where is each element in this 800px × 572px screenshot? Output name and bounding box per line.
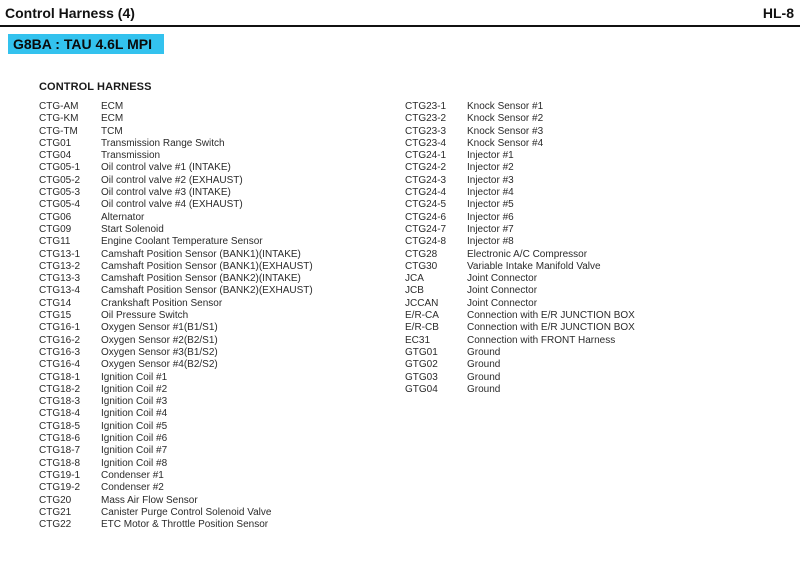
connector-description: Injector #3 — [467, 174, 514, 186]
connector-description: Alternator — [101, 211, 145, 223]
connector-code: CTG18-1 — [39, 371, 81, 383]
connector-description: Oil control valve #4 (EXHAUST) — [101, 199, 243, 211]
connector-code: JCCAN — [405, 297, 439, 309]
connector-description: Connection with E/R JUNCTION BOX — [467, 310, 635, 322]
connector-code: CTG16-3 — [39, 346, 81, 358]
connector-description: Injector #4 — [467, 187, 514, 199]
connector-description: Oxygen Sensor #1(B1/S1) — [101, 322, 218, 334]
connector-code: JCB — [405, 285, 424, 297]
connector-code: CTG16-4 — [39, 359, 81, 371]
connector-description: Knock Sensor #1 — [467, 101, 544, 112]
connector-description: Oxygen Sensor #4(B2/S2) — [101, 359, 218, 371]
connector-code: CTG01 — [39, 137, 72, 149]
connector-code: CTG05-2 — [39, 174, 81, 186]
connector-code: CTG22 — [39, 519, 72, 531]
connector-description: Camshaft Position Sensor (BANK1)(INTAKE) — [101, 248, 301, 260]
connector-description: Ignition Coil #5 — [101, 420, 168, 432]
connector-code: CTG18-3 — [39, 396, 81, 408]
connector-description: Camshaft Position Sensor (BANK2)(INTAKE) — [101, 273, 301, 285]
connector-code: JCA — [405, 273, 424, 285]
connector-description: ETC Motor & Throttle Position Sensor — [101, 519, 269, 531]
connector-code: CTG19-2 — [39, 482, 81, 494]
connector-code: CTG18-5 — [39, 420, 81, 432]
connector-code: CTG24-1 — [405, 150, 447, 162]
connector-code: CTG16-1 — [39, 322, 81, 334]
connector-description: Oil control valve #3 (INTAKE) — [101, 187, 231, 199]
connector-description: Oil Pressure Switch — [101, 310, 189, 322]
section-title: CONTROL HARNESS — [39, 81, 152, 93]
connector-description: Injector #1 — [467, 150, 514, 162]
connector-description: Electronic A/C Compressor — [467, 248, 588, 260]
connector-description: Knock Sensor #2 — [467, 113, 544, 125]
connector-code: CTG18-7 — [39, 445, 81, 457]
connector-code: CTG24-7 — [405, 223, 447, 235]
connector-description: Ground — [467, 346, 501, 358]
connector-code: E/R-CB — [405, 322, 439, 334]
connector-description: Ignition Coil #2 — [101, 383, 168, 395]
connector-code: CTG23-2 — [405, 113, 447, 125]
connector-description: Joint Connector — [467, 285, 538, 297]
connector-code: CTG21 — [39, 506, 72, 518]
connector-description: Camshaft Position Sensor (BANK1)(EXHAUST) — [101, 260, 313, 272]
connector-description: Injector #5 — [467, 199, 514, 211]
connector-description: Condenser #1 — [101, 469, 164, 481]
connector-code: E/R-CA — [405, 310, 439, 322]
connector-code: CTG13-4 — [39, 285, 81, 297]
connector-code: CTG05-3 — [39, 187, 81, 199]
connector-description: Oil control valve #2 (EXHAUST) — [101, 174, 243, 186]
connector-code: CTG04 — [39, 150, 72, 162]
connector-code: CTG-KM — [39, 113, 79, 125]
connector-code: CTG05-1 — [39, 162, 81, 174]
connector-description: Variable Intake Manifold Valve — [467, 260, 601, 272]
page-title: Control Harness (4) — [5, 5, 135, 21]
connector-code: CTG13-1 — [39, 248, 81, 260]
connector-code: GTG01 — [405, 346, 438, 358]
connector-code: CTG05-4 — [39, 199, 81, 211]
connector-code: CTG18-4 — [39, 408, 81, 420]
connector-description: Transmission Range Switch — [101, 137, 225, 149]
connector-description: Engine Coolant Temperature Sensor — [101, 236, 263, 248]
connector-description: Condenser #2 — [101, 482, 164, 494]
connector-description: Canister Purge Control Solenoid Valve — [101, 506, 272, 518]
connector-description: ECM — [101, 113, 124, 125]
connector-code: CTG06 — [39, 211, 72, 223]
connector-code: EC31 — [405, 334, 431, 346]
connector-description: Ground — [467, 383, 501, 395]
connector-description: Injector #8 — [467, 236, 514, 248]
connector-description: Connection with E/R JUNCTION BOX — [467, 322, 635, 334]
connector-code: CTG18-8 — [39, 457, 81, 469]
page-code: HL-8 — [762, 5, 794, 21]
connector-code: GTG03 — [405, 371, 438, 383]
connector-description: Oxygen Sensor #3(B1/S2) — [101, 346, 218, 358]
connector-code: CTG24-4 — [405, 187, 447, 199]
connector-code: CTG23-1 — [405, 101, 447, 112]
connector-code: CTG24-5 — [405, 199, 447, 211]
connector-description: Ignition Coil #7 — [101, 445, 168, 457]
connector-description: Crankshaft Position Sensor — [101, 297, 223, 309]
connector-description: Knock Sensor #4 — [467, 137, 544, 149]
connector-code: CTG23-4 — [405, 137, 447, 149]
connector-code: GTG02 — [405, 359, 438, 371]
connector-code: CTG11 — [39, 236, 71, 248]
connector-code: CTG24-2 — [405, 162, 447, 174]
connector-code: CTG16-2 — [39, 334, 81, 346]
connector-description: Knock Sensor #3 — [467, 125, 544, 137]
connector-description: Ignition Coil #3 — [101, 396, 168, 408]
connector-description: Start Solenoid — [101, 223, 164, 235]
connector-description: Mass Air Flow Sensor — [101, 494, 198, 506]
connector-description: Ignition Coil #4 — [101, 408, 168, 420]
connector-code: CTG14 — [39, 297, 72, 309]
connector-description: Joint Connector — [467, 297, 538, 309]
connector-code: CTG-AM — [39, 101, 79, 112]
connector-code: CTG18-2 — [39, 383, 81, 395]
connector-description: Ignition Coil #6 — [101, 433, 168, 445]
connector-code: CTG30 — [405, 260, 438, 272]
connector-code: CTG13-2 — [39, 260, 81, 272]
connector-description: Joint Connector — [467, 273, 538, 285]
connector-code: CTG15 — [39, 310, 72, 322]
connector-description: Transmission — [101, 150, 161, 162]
connector-code: CTG24-8 — [405, 236, 447, 248]
connector-code: CTG19-1 — [39, 469, 81, 481]
connector-code: CTG-TM — [39, 125, 78, 137]
connector-description: Connection with FRONT Harness — [467, 334, 616, 346]
connector-description: Ground — [467, 359, 501, 371]
connector-code: CTG23-3 — [405, 125, 447, 137]
connector-description: Ground — [467, 371, 501, 383]
connector-description: Ignition Coil #1 — [101, 371, 168, 383]
connector-description: Oxygen Sensor #2(B2/S1) — [101, 334, 218, 346]
connector-description: Oil control valve #1 (INTAKE) — [101, 162, 231, 174]
connector-description: Ignition Coil #8 — [101, 457, 168, 469]
connector-description: Camshaft Position Sensor (BANK2)(EXHAUST) — [101, 285, 313, 297]
connector-code: CTG28 — [405, 248, 438, 260]
connector-code: CTG20 — [39, 494, 72, 506]
connector-description: TCM — [101, 125, 123, 137]
connector-code: CTG18-6 — [39, 433, 81, 445]
engine-badge: G8BA : TAU 4.6L MPI — [8, 34, 164, 54]
connector-description: Injector #2 — [467, 162, 514, 174]
connector-code: CTG13-3 — [39, 273, 81, 285]
connector-code: CTG09 — [39, 223, 72, 235]
page-header — [0, 0, 800, 27]
connector-code: CTG24-6 — [405, 211, 447, 223]
connector-code: CTG24-3 — [405, 174, 447, 186]
connector-description: ECM — [101, 101, 124, 112]
connector-description: Injector #7 — [467, 223, 514, 235]
connector-code: GTG04 — [405, 383, 438, 395]
connector-description: Injector #6 — [467, 211, 514, 223]
